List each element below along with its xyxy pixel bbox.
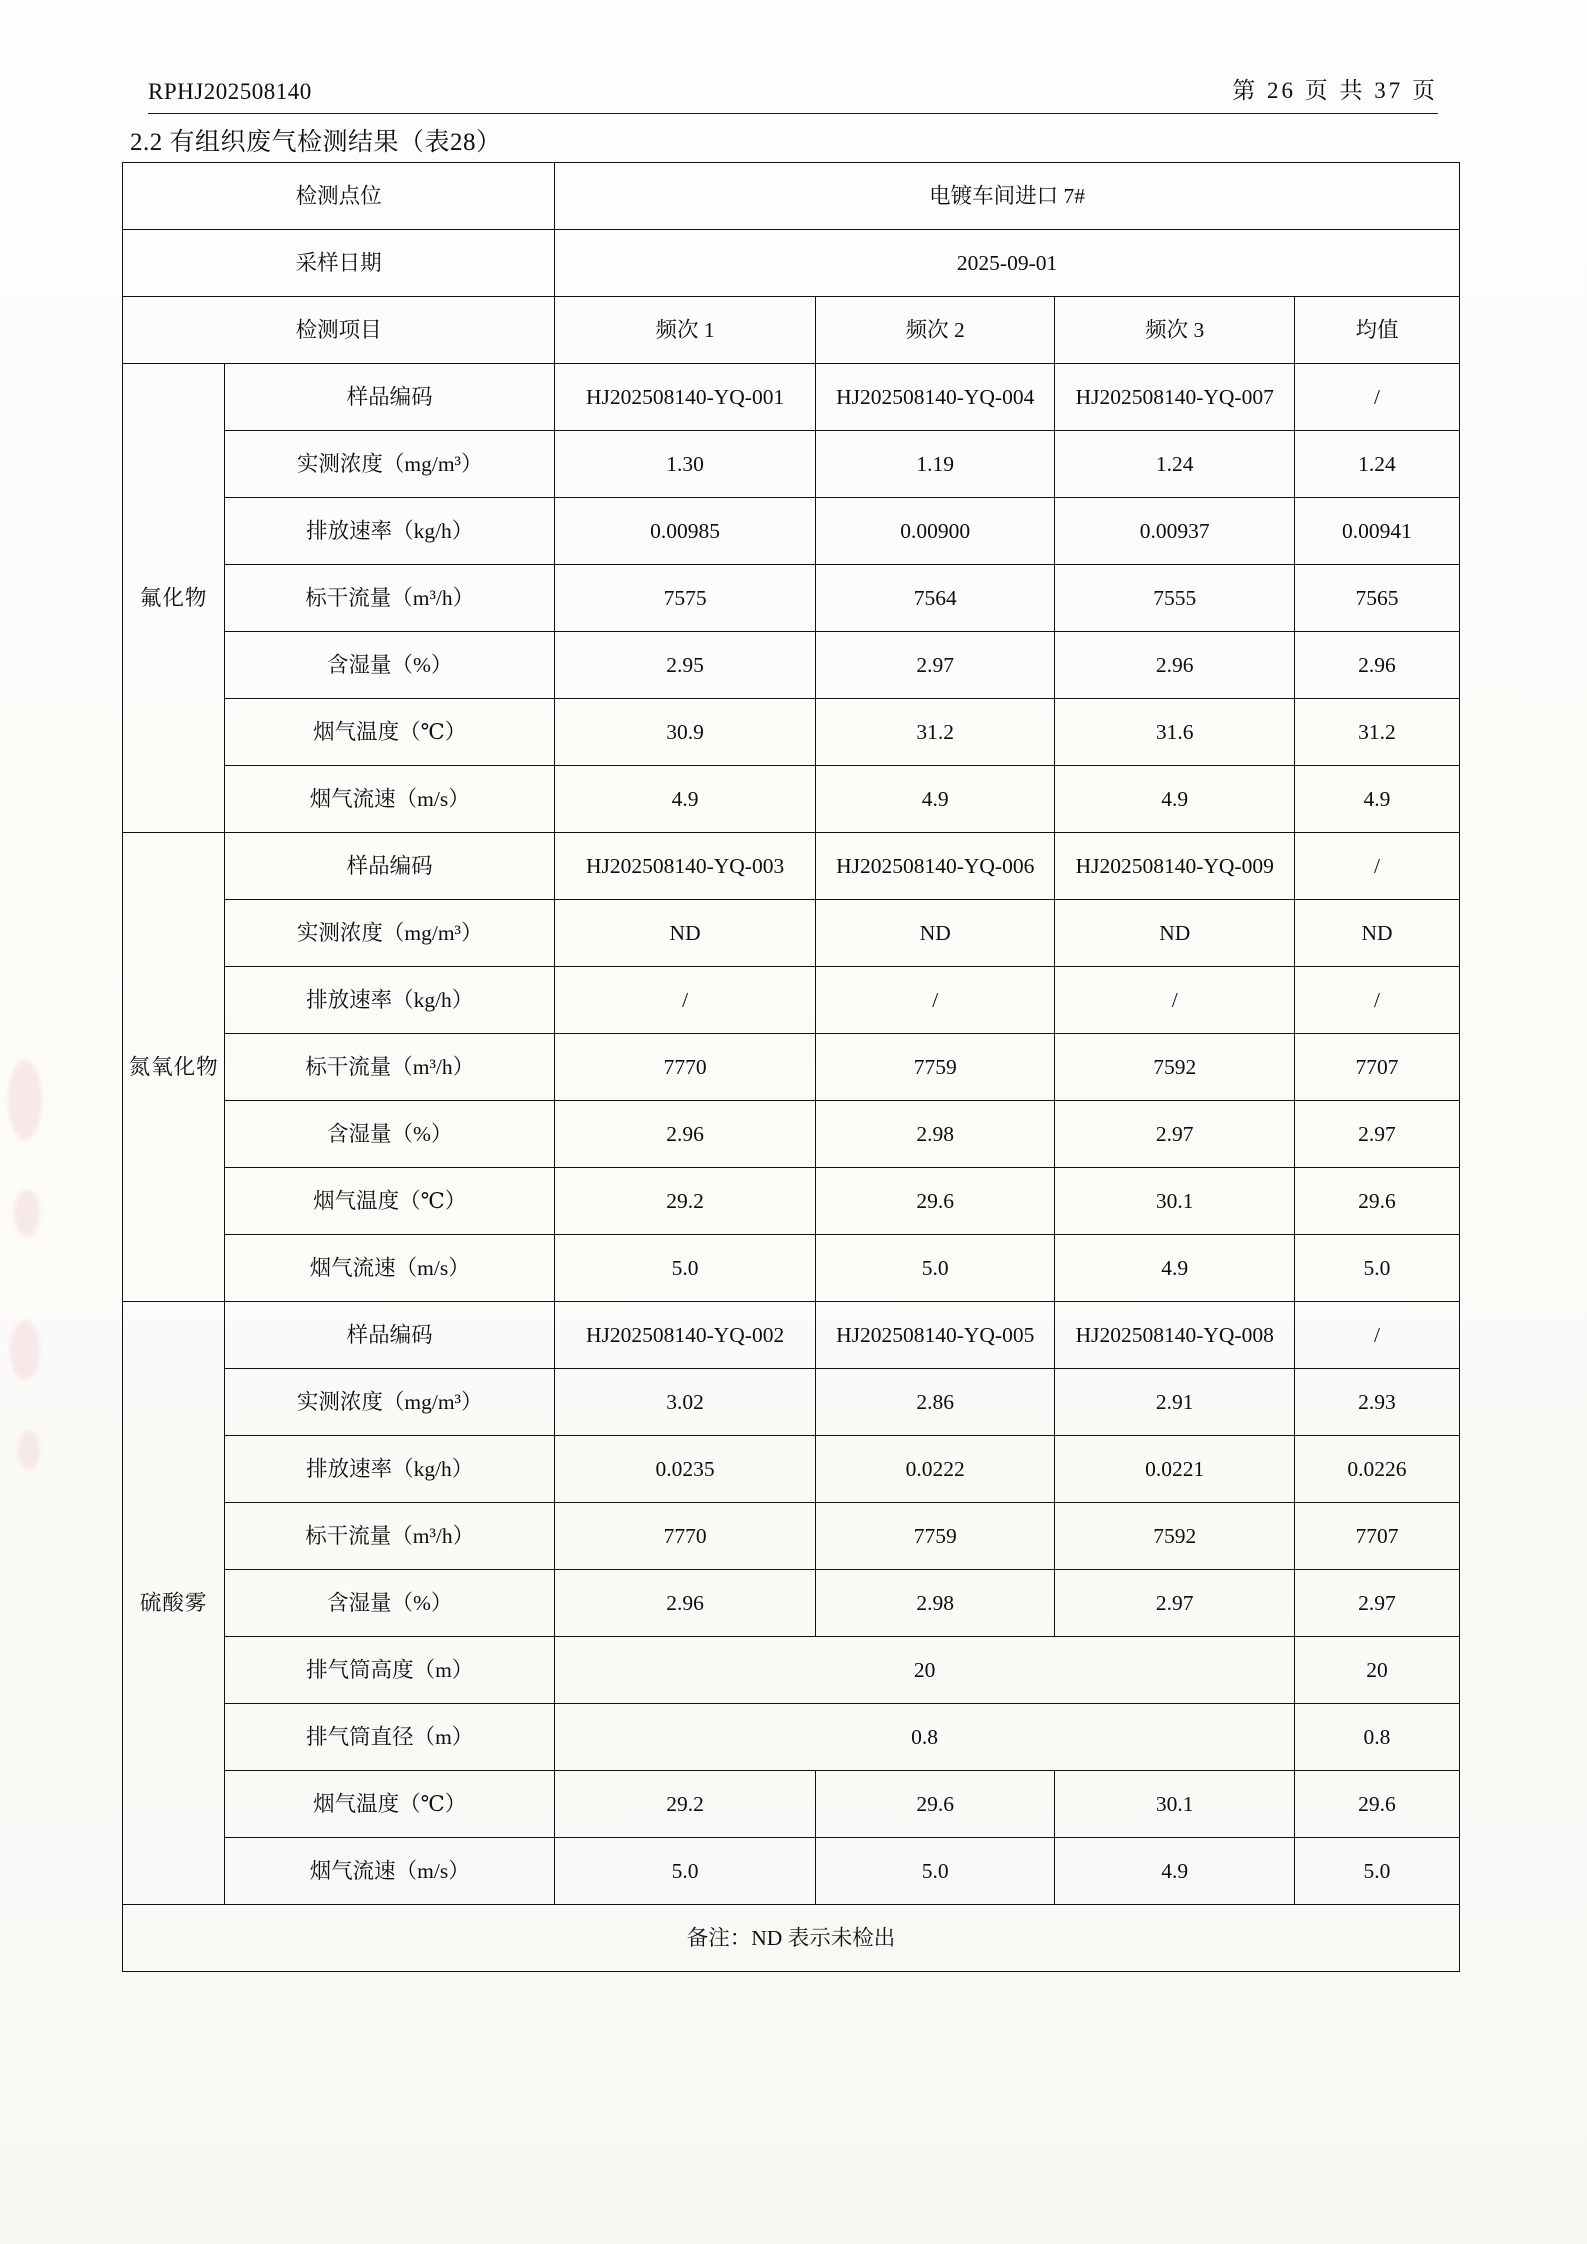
cell-value: / (555, 967, 816, 1034)
cell-value: 4.9 (815, 766, 1055, 833)
group-name: 氟化物 (123, 364, 225, 833)
row-label: 烟气流速（m/s） (225, 766, 555, 833)
cell-value: 0.00941 (1294, 498, 1459, 565)
cell-value: 1.19 (815, 431, 1055, 498)
row-label: 排气筒高度（m） (225, 1637, 555, 1704)
scan-artifact (10, 1320, 40, 1380)
cell-value: 5.0 (1294, 1235, 1459, 1302)
cell-value: 2.97 (1055, 1101, 1295, 1168)
cell-value: 1.24 (1055, 431, 1295, 498)
cell-value: 20 (555, 1637, 1295, 1704)
cell-value: HJ202508140-YQ-004 (815, 364, 1055, 431)
table-row (123, 230, 1460, 297)
row-label: 排放速率（kg/h） (225, 498, 555, 565)
date-label: 采样日期 (123, 230, 555, 297)
group-name: 氮氧化物 (123, 833, 225, 1302)
scan-artifact (14, 1190, 40, 1236)
cell-value: 2.97 (1055, 1570, 1295, 1637)
cell-value: HJ202508140-YQ-009 (1055, 833, 1295, 900)
table-row (123, 565, 1460, 632)
cell-value: 2.96 (555, 1570, 816, 1637)
table-row (123, 431, 1460, 498)
cell-value: / (1294, 833, 1459, 900)
cell-value: 31.2 (815, 699, 1055, 766)
table-row (123, 1704, 1460, 1771)
cell-value: 2.97 (1294, 1570, 1459, 1637)
cell-value: 1.30 (555, 431, 816, 498)
row-label: 排放速率（kg/h） (225, 967, 555, 1034)
point-label: 检测点位 (123, 163, 555, 230)
column-header: 频次 2 (815, 297, 1055, 364)
row-label: 含湿量（%） (225, 1570, 555, 1637)
cell-value: 2.97 (1294, 1101, 1459, 1168)
cell-value: 7759 (815, 1503, 1055, 1570)
cell-value: 31.2 (1294, 699, 1459, 766)
row-label: 样品编码 (225, 1302, 555, 1369)
row-label: 烟气温度（℃） (225, 1771, 555, 1838)
table-row (123, 1302, 1460, 1369)
table-row (123, 1570, 1460, 1637)
cell-value: 7565 (1294, 565, 1459, 632)
column-header: 频次 1 (555, 297, 816, 364)
row-label: 烟气流速（m/s） (225, 1838, 555, 1905)
cell-value: 0.0221 (1055, 1436, 1295, 1503)
table-row (123, 632, 1460, 699)
point-value: 电镀车间进口 7# (555, 163, 1460, 230)
cell-value: ND (555, 900, 816, 967)
cell-value: 0.00985 (555, 498, 816, 565)
cell-value: 7564 (815, 565, 1055, 632)
row-label: 样品编码 (225, 364, 555, 431)
cell-value: 29.6 (1294, 1771, 1459, 1838)
cell-value: 0.8 (1294, 1704, 1459, 1771)
table-row (123, 1905, 1460, 1972)
cell-value: 2.95 (555, 632, 816, 699)
cell-value: 5.0 (815, 1838, 1055, 1905)
row-label: 样品编码 (225, 833, 555, 900)
cell-value: 30.1 (1055, 1771, 1295, 1838)
cell-value: HJ202508140-YQ-008 (1055, 1302, 1295, 1369)
cell-value: 29.2 (555, 1168, 816, 1235)
date-value: 2025-09-01 (555, 230, 1460, 297)
cell-value: 2.86 (815, 1369, 1055, 1436)
cell-value: 29.6 (815, 1168, 1055, 1235)
cell-value: 29.6 (815, 1771, 1055, 1838)
cell-value: 2.98 (815, 1101, 1055, 1168)
cell-value: 0.8 (555, 1704, 1295, 1771)
cell-value: 2.96 (1055, 632, 1295, 699)
cell-value: 31.6 (1055, 699, 1295, 766)
cell-value: 7759 (815, 1034, 1055, 1101)
table-row (123, 1101, 1460, 1168)
cell-value: HJ202508140-YQ-005 (815, 1302, 1055, 1369)
cell-value: / (815, 967, 1055, 1034)
row-label: 标干流量（m³/h） (225, 1503, 555, 1570)
page-number: 第 26 页 共 37 页 (1232, 78, 1438, 103)
table-row (123, 163, 1460, 230)
cell-value: 2.98 (815, 1570, 1055, 1637)
cell-value: 0.00900 (815, 498, 1055, 565)
scan-artifact (8, 1060, 42, 1140)
cell-value: 2.96 (555, 1101, 816, 1168)
cell-value: 7707 (1294, 1503, 1459, 1570)
cell-value: 4.9 (1055, 1838, 1295, 1905)
table-row (123, 766, 1460, 833)
cell-value: 30.9 (555, 699, 816, 766)
cell-value: 7555 (1055, 565, 1295, 632)
cell-value: 4.9 (1055, 1235, 1295, 1302)
cell-value: 2.97 (815, 632, 1055, 699)
row-label: 实测浓度（mg/m³） (225, 900, 555, 967)
table-row (123, 364, 1460, 431)
table-note: 备注：ND 表示未检出 (123, 1905, 1460, 1972)
column-header: 频次 3 (1055, 297, 1295, 364)
table-row (123, 833, 1460, 900)
cell-value: / (1294, 364, 1459, 431)
cell-value: 2.93 (1294, 1369, 1459, 1436)
table-row (123, 1503, 1460, 1570)
row-label: 烟气温度（℃） (225, 699, 555, 766)
report-number: RPHJ202508140 (148, 79, 312, 104)
table-row (123, 1034, 1460, 1101)
cell-value: 0.00937 (1055, 498, 1295, 565)
row-label: 含湿量（%） (225, 632, 555, 699)
cell-value: 7592 (1055, 1034, 1295, 1101)
cell-value: ND (1055, 900, 1295, 967)
cell-value: 7592 (1055, 1503, 1295, 1570)
cell-value: HJ202508140-YQ-003 (555, 833, 816, 900)
section-title: 2.2 有组织废气检测结果（表28） (130, 129, 502, 156)
cell-value: 5.0 (1294, 1838, 1459, 1905)
cell-value: 29.2 (555, 1771, 816, 1838)
table-row (123, 1436, 1460, 1503)
table-row (123, 967, 1460, 1034)
cell-value: 5.0 (555, 1235, 816, 1302)
cell-value: 7707 (1294, 1034, 1459, 1101)
cell-value: HJ202508140-YQ-006 (815, 833, 1055, 900)
cell-value: / (1055, 967, 1295, 1034)
cell-value: 1.24 (1294, 431, 1459, 498)
cell-value: / (1294, 967, 1459, 1034)
row-label: 烟气温度（℃） (225, 1168, 555, 1235)
cell-value: 4.9 (1294, 766, 1459, 833)
cell-value: 20 (1294, 1637, 1459, 1704)
cell-value: 0.0226 (1294, 1436, 1459, 1503)
table-row (123, 900, 1460, 967)
row-label: 实测浓度（mg/m³） (225, 431, 555, 498)
cell-value: / (1294, 1302, 1459, 1369)
row-label: 含湿量（%） (225, 1101, 555, 1168)
table-row (123, 498, 1460, 565)
cell-value: 4.9 (1055, 766, 1295, 833)
row-label: 标干流量（m³/h） (225, 565, 555, 632)
group-name: 硫酸雾 (123, 1302, 225, 1905)
table-header-row (123, 297, 1460, 364)
table-row (123, 1369, 1460, 1436)
cell-value: 7770 (555, 1034, 816, 1101)
cell-value: 2.96 (1294, 632, 1459, 699)
row-label: 实测浓度（mg/m³） (225, 1369, 555, 1436)
row-label: 排放速率（kg/h） (225, 1436, 555, 1503)
cell-value: 7770 (555, 1503, 816, 1570)
table-row (123, 1168, 1460, 1235)
cell-value: 5.0 (815, 1235, 1055, 1302)
row-label: 烟气流速（m/s） (225, 1235, 555, 1302)
cell-value: 2.91 (1055, 1369, 1295, 1436)
cell-value: HJ202508140-YQ-002 (555, 1302, 816, 1369)
page-header (148, 72, 1438, 114)
cell-value: 0.0235 (555, 1436, 816, 1503)
cell-value: 5.0 (555, 1838, 816, 1905)
column-header: 均值 (1294, 297, 1459, 364)
table-row (123, 699, 1460, 766)
table-row (123, 1771, 1460, 1838)
cell-value: 29.6 (1294, 1168, 1459, 1235)
scan-artifact (18, 1430, 40, 1470)
cell-value: HJ202508140-YQ-001 (555, 364, 816, 431)
table-row (123, 1235, 1460, 1302)
row-label: 标干流量（m³/h） (225, 1034, 555, 1101)
exhaust-gas-results-table (122, 162, 1460, 1972)
cell-value: ND (815, 900, 1055, 967)
cell-value: 0.0222 (815, 1436, 1055, 1503)
cell-value: ND (1294, 900, 1459, 967)
table-row (123, 1838, 1460, 1905)
cell-value: HJ202508140-YQ-007 (1055, 364, 1295, 431)
cell-value: 3.02 (555, 1369, 816, 1436)
row-label: 排气筒直径（m） (225, 1704, 555, 1771)
cell-value: 7575 (555, 565, 816, 632)
cell-value: 30.1 (1055, 1168, 1295, 1235)
table-row (123, 1637, 1460, 1704)
item-label: 检测项目 (123, 297, 555, 364)
cell-value: 4.9 (555, 766, 816, 833)
